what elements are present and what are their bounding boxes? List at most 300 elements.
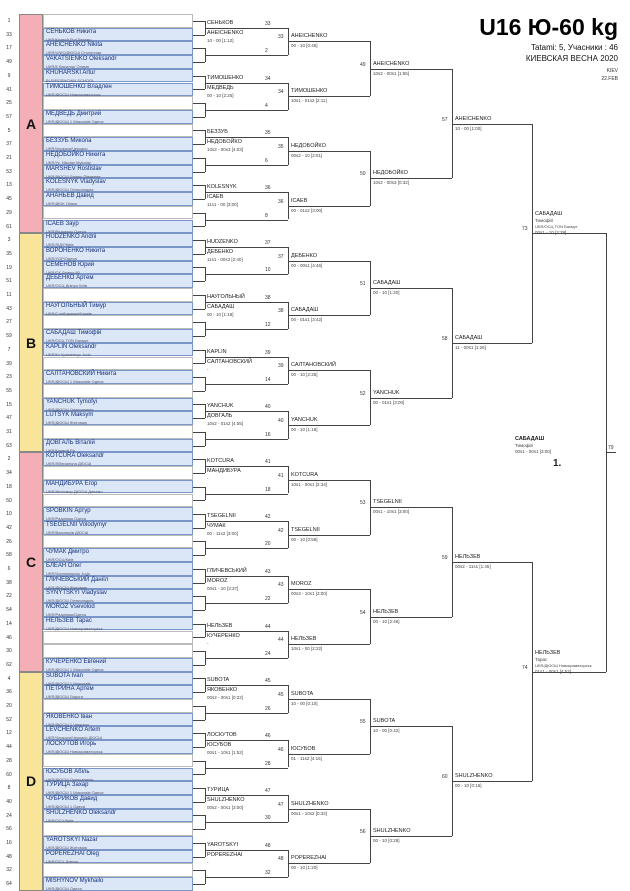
bracket-line	[275, 494, 288, 495]
competitor-name: НАУГОЛЬНЫЙ Тимур	[46, 302, 107, 309]
bracket-line	[193, 391, 205, 392]
bracket-line	[452, 343, 520, 344]
competitor-slot	[43, 398, 193, 412]
competitor-name: VAKATSIENKO Oleksandr	[46, 56, 117, 63]
competitor-club: UKR/Ук. Nikolay Mykolay	[46, 160, 91, 165]
match-score: 10s2 - 00s3 [0:32]	[373, 180, 410, 186]
competitor-name: HUDZENKO Andrii	[46, 234, 97, 241]
competitor-slot	[43, 137, 193, 151]
match-winner: НЕЛЬЗЕВ	[291, 636, 317, 643]
seed-number: 4	[7, 675, 11, 682]
match-number: 4	[265, 102, 268, 109]
seed-number: 1	[7, 18, 11, 24]
match-winner: TSEGELNII	[373, 499, 402, 506]
bracket-line	[205, 494, 275, 495]
match-score: 00 - 01s1 [3:00]	[373, 399, 405, 405]
match-score: 11s1 - 00s3 [2:40]	[207, 256, 243, 262]
bracket-line	[193, 857, 205, 858]
seed-number: 15	[6, 401, 12, 408]
competitor-slot	[43, 274, 193, 288]
match-number: 2	[265, 48, 268, 55]
match-number: 42	[278, 527, 284, 534]
bracket-line	[288, 535, 358, 536]
bracket-line	[370, 69, 440, 70]
seed-number: 29	[6, 209, 12, 216]
bracket-line	[193, 583, 205, 584]
match-score: 00 - 10 [0:46]	[291, 43, 318, 49]
match-number: 45	[265, 678, 271, 685]
competitor-slot	[43, 151, 193, 165]
match-score: -	[207, 640, 209, 646]
match-score: 10s2 - 00s1 [1:55]	[373, 70, 410, 76]
match-loser: ЯКОВЕНКО	[207, 687, 238, 694]
match-number: 26	[265, 705, 271, 712]
match-number: 39	[265, 349, 271, 356]
competitor-club: UKR/ДЮСШ 1 Миколаїв Одеса	[46, 379, 104, 385]
seed-number: 39	[6, 360, 12, 367]
competitor-slot	[43, 836, 193, 850]
seed-number: 36	[6, 689, 12, 696]
bracket-line	[288, 96, 358, 97]
match-winner: SHULZHENKO	[455, 773, 493, 780]
competitor-slot	[43, 411, 193, 425]
seed-number: 35	[6, 250, 12, 257]
bracket-line	[205, 220, 275, 221]
competitor-slot	[43, 685, 193, 699]
match-winner: AHEICHENKO	[291, 33, 328, 40]
bracket-line	[452, 124, 520, 125]
bracket-line	[275, 548, 288, 549]
bracket-line	[288, 589, 358, 590]
competitor-club: UKR/ДЮСШ Новокраматорск	[46, 91, 101, 97]
bracket-line	[520, 124, 532, 125]
match-winner: ТИМОШЕНКО	[207, 74, 244, 81]
match-loser: МАНДИБУРА	[207, 468, 241, 475]
seed-number: 45	[6, 196, 12, 203]
match-number: 34	[265, 75, 271, 82]
bracket-line	[358, 370, 370, 371]
bracket-line	[275, 137, 288, 138]
competitor-name: МАНДИБУРА Егор	[46, 480, 98, 487]
competitor-name: ІСАЕВ Заур	[46, 220, 79, 227]
match-number: 36	[265, 185, 271, 192]
competitor-slot	[43, 288, 193, 302]
competitor-club: UKR/Ко Кременчук Judo	[46, 351, 91, 357]
match-winner: ТИМОШЕНКО	[291, 88, 328, 95]
bracket-line	[288, 809, 358, 810]
bracket-line	[193, 144, 205, 145]
match-loser: ДОВГАЛЬ	[207, 413, 233, 420]
match-number: 28	[265, 760, 271, 767]
bracket-line	[452, 781, 520, 782]
match-winner: YANCHUK	[373, 389, 400, 396]
seed-number: 33	[6, 31, 12, 38]
competitor-name: САЛТАНОВСКИЙ Никита	[46, 371, 117, 378]
match-winner: KAPLIN	[207, 348, 227, 355]
match-number: 74	[522, 664, 528, 671]
bracket-line	[193, 309, 205, 310]
match-winner: YANCHUK	[207, 403, 234, 410]
match-number: 54	[360, 609, 366, 616]
bracket-line	[275, 850, 288, 851]
competitor-name: MOROZ Vsevolod	[46, 604, 95, 611]
seed-number: 58	[6, 552, 12, 559]
competitor-name: KAPLIN Oleksandr	[46, 343, 97, 350]
match-score: -	[207, 366, 209, 372]
match-score: 00 - 10 [1:18]	[291, 427, 318, 432]
seed-number: 6	[7, 566, 11, 572]
competitor-club: UKR/К Васильк/ Олимп	[46, 64, 90, 70]
match-number: 16	[265, 431, 271, 438]
seed-number: 5	[7, 127, 11, 134]
bracket-line	[193, 336, 205, 337]
match-loser: SHULZHENKO	[207, 796, 245, 803]
competitor-slot	[43, 329, 193, 343]
match-winner: SUBOTA	[207, 677, 230, 684]
competitor-name: ТИМОШЕНКО Владлен	[46, 83, 112, 90]
competitor-club: UKR/ДЮСШ Дніпро Південне	[46, 173, 101, 179]
competitor-slot	[43, 124, 193, 138]
bracket-line	[205, 83, 275, 84]
competitor-name: СЕНЬКОВ Никита	[46, 28, 97, 35]
bracket-line	[520, 562, 532, 563]
bracket-line	[205, 165, 275, 166]
match-score: 00 - 10 [0:16]	[455, 783, 482, 789]
match-number: 22	[265, 596, 271, 603]
pool-letter: C	[25, 553, 37, 570]
competitor-slot	[43, 357, 193, 371]
competitor-slot	[43, 425, 193, 439]
match-number: 46	[278, 746, 284, 753]
bracket-line	[205, 685, 275, 686]
competitor-club: UKR/ДЮСШ 1 Одеса	[46, 803, 86, 809]
pool-d	[19, 672, 43, 891]
competitor-club: UKR/ДЮСШ 1 Миколаїв Одеса	[46, 790, 104, 796]
bracket-line	[275, 603, 288, 604]
bracket-line	[193, 610, 205, 611]
bracket-line	[358, 41, 370, 42]
match-winner: ІСАЕВ	[291, 197, 308, 204]
competitor-name: YANCHUK Tymofyi	[46, 398, 98, 405]
bracket-line	[275, 28, 288, 29]
bracket-line	[193, 446, 205, 447]
match-number: 47	[278, 801, 284, 808]
competitor-club: UKR/ДЮСШ Житомир	[46, 584, 88, 590]
competitor-slot	[43, 863, 193, 877]
bracket-line	[193, 130, 205, 131]
competitor-name: АНАНЬЕВ Давид	[46, 193, 94, 200]
seed-number: 13	[6, 182, 12, 189]
competitor-slot	[43, 658, 193, 672]
bracket-line	[193, 829, 205, 830]
competitor-slot	[43, 562, 193, 576]
match-number: 8	[265, 212, 268, 219]
seed-number: 60	[6, 771, 12, 778]
bracket-line	[358, 206, 370, 207]
bracket-line	[275, 631, 288, 632]
bracket-line	[370, 398, 440, 399]
match-score: 10s1 - 00 [2:22]	[291, 646, 323, 652]
competitor-club: UKR/СК Дніпро 80	[46, 269, 80, 275]
bracket-line	[440, 507, 452, 508]
match-number: 53	[360, 500, 366, 507]
match-score: 10s1 - 00s1 [2:34]	[291, 481, 328, 487]
match-loser: AHEICHENKO	[207, 29, 244, 36]
bracket-line	[358, 425, 370, 426]
bracket-line	[358, 589, 370, 590]
bracket-line	[193, 706, 205, 707]
seed-number: 44	[6, 744, 12, 751]
competitor-slot	[43, 384, 193, 398]
match-score: 00s2 - 00s1 [0:22]	[207, 695, 244, 701]
bracket-line	[193, 213, 205, 214]
match-number: 79	[608, 445, 614, 452]
bracket-line	[193, 267, 205, 268]
match-score: 00s2 - 10 [2:51]	[291, 153, 323, 158]
bracket-line	[370, 726, 440, 727]
bracket-line	[193, 363, 205, 364]
competitor-name: SUBOTA Ivan	[46, 672, 83, 679]
bracket-line	[193, 528, 205, 529]
match-score: 00s1 - 10 [3:37]	[207, 585, 239, 591]
competitor-club: UKR/ДЮСШ Новокраматорськ	[46, 625, 103, 631]
match-score: 00s1 - 10s1 [3:00]	[373, 509, 410, 515]
bracket-line	[275, 220, 288, 221]
bracket-line	[205, 631, 275, 632]
bracket-line	[275, 877, 288, 878]
seed-number: 54	[6, 607, 12, 614]
bracket-line	[275, 192, 288, 193]
bracket-line	[205, 877, 275, 878]
competitor-name: ПЕТРИНА Артем	[46, 686, 94, 693]
competitor-slot	[43, 370, 193, 384]
bracket-line	[606, 452, 616, 453]
bracket-line	[205, 411, 275, 412]
seed-number: 56	[6, 826, 12, 833]
seed-number: 46	[6, 634, 12, 641]
competitor-name: ЯКОВЕНКО Іван	[46, 713, 92, 720]
match-score: 00s1 - 10 [2:28]	[535, 230, 567, 236]
competitor-slot	[43, 165, 193, 179]
bracket-line	[275, 822, 288, 823]
bracket-line	[193, 541, 205, 542]
competitor-name: ЧУМАК Дмитро	[46, 549, 89, 556]
competitor-name: KOTCURA Oleksandr	[46, 453, 105, 460]
seed-number: 2	[7, 456, 11, 463]
competitor-name: КУЧЕРЕНКО Евгений	[46, 658, 107, 665]
bracket-line	[193, 788, 205, 789]
bracket-line	[358, 151, 370, 152]
final-score: 00s1 - 00s1 [3:00]	[515, 449, 552, 455]
match-winner: SUBOTA	[373, 718, 396, 725]
match-winner: НЕЛЬЗЕВ	[535, 649, 561, 656]
bracket-line	[193, 761, 205, 762]
match-number: 12	[265, 322, 271, 329]
pool-a	[19, 14, 43, 233]
bracket-line	[370, 178, 440, 179]
competitor-slot	[43, 822, 193, 836]
match-winner: НАУГОЛЬНЫЙ	[207, 293, 245, 300]
match-number: 48	[265, 842, 271, 849]
competitor-club: UKR/ДЮК Олімп	[46, 201, 77, 207]
bracket-line	[358, 699, 370, 700]
bracket-line	[440, 726, 452, 727]
competitor-club: UKR/ДЮСШ Новокраматорськ	[46, 749, 103, 755]
seed-number: 38	[6, 579, 12, 586]
match-winner-first: Тарас	[535, 656, 548, 662]
competitor-slot	[43, 233, 193, 247]
bracket-line	[358, 315, 370, 316]
bracket-line	[205, 192, 275, 193]
bracket-line	[193, 418, 205, 419]
competitor-slot	[43, 507, 193, 521]
bracket-line	[275, 55, 288, 56]
match-winner: ДЕБЕНКО	[291, 252, 318, 259]
seed-number: 41	[6, 86, 12, 93]
seed-number: 31	[6, 429, 12, 435]
match-winner-club: UKR/ДЮСШ Новокраматорськ	[535, 662, 592, 668]
bracket-line	[193, 404, 205, 405]
seed-number: 14	[6, 620, 12, 627]
match-winner: AHEICHENKO	[373, 60, 410, 67]
bracket-line	[520, 343, 532, 344]
bracket-line	[275, 83, 288, 84]
competitor-club: UKR/Радомиш Одеса	[46, 228, 86, 234]
match-score: -	[207, 476, 209, 482]
competitor-slot	[43, 494, 193, 508]
bracket-line	[193, 89, 205, 90]
match-loser: НЕДОБОЙКО	[207, 139, 242, 146]
match-winner: ТУРИЦА	[207, 786, 230, 793]
match-number: 46	[265, 733, 271, 740]
bracket-line	[275, 658, 288, 659]
seed-number: 61	[6, 223, 12, 230]
competitor-name: MARSHEV Rostislav	[46, 165, 102, 172]
match-number: 55	[360, 719, 366, 726]
match-loser: ДЕБЕНКО	[207, 248, 234, 255]
bracket-line	[193, 774, 205, 775]
match-winner: БЕЗЗУБ	[207, 129, 228, 136]
match-number: 59	[442, 555, 448, 561]
match-winner: KOLESNYK	[207, 184, 237, 191]
competitor-slot	[43, 672, 193, 686]
bracket-line	[275, 466, 288, 467]
bracket-line	[275, 439, 288, 440]
competitor-slot	[43, 809, 193, 823]
seed-number: 20	[6, 703, 12, 709]
bracket-line	[370, 836, 440, 837]
bracket-line	[358, 644, 370, 645]
match-loser: MOROZ	[207, 577, 228, 584]
bracket-line	[275, 713, 288, 714]
seed-number: 25	[6, 100, 12, 107]
competitor-slot	[43, 877, 193, 891]
bracket-line	[193, 569, 205, 570]
bracket-line	[205, 439, 275, 440]
match-score: 10s2 - 01s2 [4:55]	[207, 421, 244, 427]
competitor-club: UKR/Васильків ДЮСШ	[46, 529, 89, 535]
competitor-slot	[43, 192, 193, 206]
bracket-line	[193, 295, 205, 296]
competitor-club: BLR/ROSHCHIN SCHOOL	[46, 77, 95, 83]
match-number: 58	[442, 335, 448, 342]
competitor-slot	[43, 521, 193, 535]
match-number: 18	[265, 486, 271, 493]
match-score: 00 - 00s1 [4:46]	[291, 262, 323, 268]
bracket-line	[193, 500, 205, 501]
competitor-club: UKR/ОСЦ TON Бахмут	[46, 338, 89, 344]
competitor-name: LUTSYK Maksym	[46, 412, 94, 419]
match-number: 47	[265, 787, 271, 794]
bracket-line	[205, 713, 275, 714]
bracket-line	[193, 158, 205, 159]
match-loser: ЮСУБОВ	[207, 742, 232, 749]
competitor-slot	[43, 713, 193, 727]
seed-number: 53	[6, 168, 12, 175]
bracket-line	[452, 562, 520, 563]
seed-number: 22	[6, 593, 12, 600]
bracket-line	[288, 863, 358, 864]
match-winner: НЕДОБОЙКО	[373, 170, 408, 177]
competitor-club: UKR/Слобожанка/Харків	[46, 310, 92, 316]
bracket-line	[193, 21, 205, 22]
competitor-club: UKR/Радомиш/Одеса	[46, 612, 86, 618]
seed-number: 24	[6, 812, 12, 819]
match-number: 48	[278, 856, 284, 863]
bracket-line	[193, 473, 205, 474]
bracket-line	[193, 596, 205, 597]
match-number: 73	[522, 226, 528, 233]
competitor-club: UKR/Черкаси/Черкаси	[46, 146, 88, 152]
bracket-line	[193, 377, 205, 378]
event-name: КИЕВСКАЯ ВЕСНА 2020	[525, 54, 618, 63]
bracket-line	[193, 747, 205, 748]
bracket-line	[275, 740, 288, 741]
competitor-slot	[43, 603, 193, 617]
bracket-line	[288, 206, 358, 207]
match-winner: TSEGELNII	[291, 526, 320, 533]
bracket-line	[193, 172, 205, 173]
final-winner: САБАДАШ	[515, 436, 545, 443]
match-score: 00s2 - 11s1 [1:45]	[455, 564, 491, 569]
bracket-line	[440, 617, 452, 618]
competitor-name: ЧУБРИКОВ Давид	[46, 795, 98, 802]
match-winner: SHULZHENKO	[291, 800, 329, 807]
match-score: 00 - 11s2 [3:00]	[207, 530, 238, 536]
competitor-slot	[43, 617, 193, 631]
competitor-slot	[43, 55, 193, 69]
match-winner: НЕЛЬЗЕВ	[373, 608, 399, 615]
competitor-slot	[43, 110, 193, 124]
match-score: 10 - 00 [0:42]	[373, 728, 400, 734]
match-number: 43	[265, 568, 271, 575]
bracket-line	[358, 809, 370, 810]
seed-number: 19	[6, 264, 12, 271]
bracket-line	[358, 480, 370, 481]
final-place: 1.	[553, 458, 562, 470]
bracket-line	[288, 644, 358, 645]
bracket-line	[205, 603, 275, 604]
bracket-line	[193, 350, 205, 351]
competitor-slot	[43, 850, 193, 864]
match-score: 00 - 01s1 [3:42]	[291, 317, 323, 323]
match-number: 41	[278, 472, 284, 479]
match-number: 20	[265, 541, 271, 548]
competitor-slot	[43, 644, 193, 658]
match-number: 38	[265, 294, 271, 301]
match-winner: KOTCURA	[291, 471, 318, 478]
match-score: 00 - 10 [1:18]	[207, 311, 234, 317]
